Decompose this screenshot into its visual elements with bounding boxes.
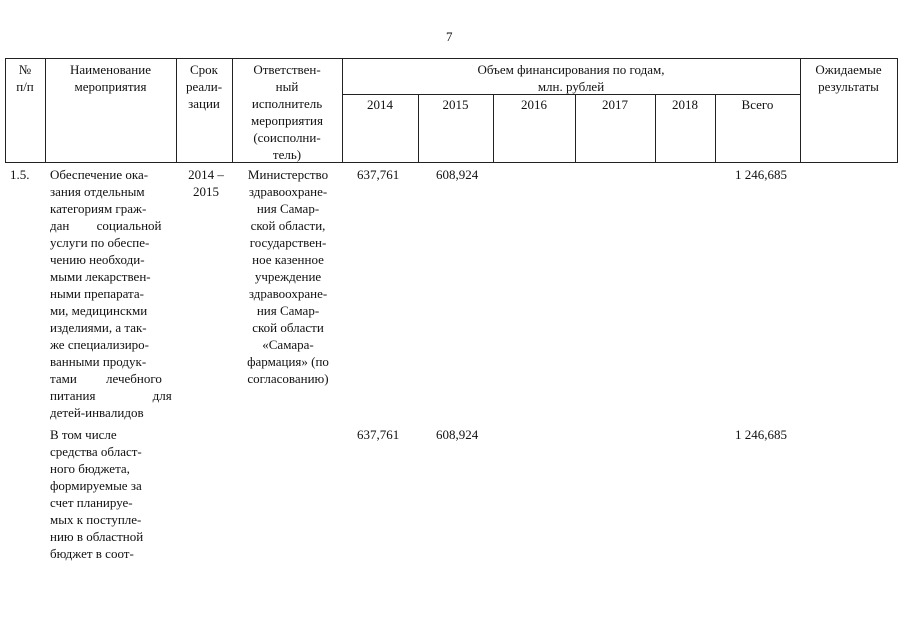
- row-name-line: мыми лекарствен-: [50, 269, 151, 284]
- row-name-line: ванными продук-: [50, 354, 147, 369]
- header-num-line2: п/п: [16, 79, 34, 94]
- header-funding-line1: Объем финансирования по годам,: [477, 62, 665, 77]
- row-resp-line: здравоохране-: [248, 184, 328, 199]
- header-num-line1: №: [18, 62, 32, 77]
- row-name-line: зания отдельным: [50, 184, 145, 199]
- header-term: [176, 61, 232, 112]
- header-total: Всего: [741, 97, 774, 112]
- header-name: [45, 61, 176, 95]
- header-responsible: [232, 61, 342, 163]
- row-name-line: же специализиро-: [50, 337, 149, 352]
- row-name-line: детей-инвалидов: [50, 405, 144, 420]
- subrow-name-line: ного бюджета,: [50, 461, 130, 476]
- row-term: [176, 166, 236, 200]
- header-num: [5, 61, 45, 95]
- row-term-line1: 2014 –: [188, 167, 224, 182]
- row-name-line: Обеспечение ока-: [50, 167, 149, 182]
- row-resp-line: ния Самар-: [256, 303, 320, 318]
- row-name-line: чению необходи-: [50, 252, 145, 267]
- header-year-2018: 2018: [672, 97, 698, 112]
- header-bottom-border: [5, 162, 898, 163]
- subrow-value-2015: 608,924: [436, 427, 479, 442]
- row-resp-line: государствен-: [249, 235, 327, 250]
- header-funding: [342, 61, 800, 95]
- row-name-line: ми, медицинскми: [50, 303, 148, 318]
- subrow-value-2014: 637,761: [357, 427, 400, 442]
- subrow-name-line: формируемые за: [50, 478, 142, 493]
- header-year-2017: 2017: [602, 97, 628, 112]
- subrow-name-line: нию в областной: [50, 529, 144, 544]
- header-results: [800, 61, 897, 95]
- subrow-name-line: средства област-: [50, 444, 142, 459]
- header-term-line2: реали-: [185, 79, 223, 94]
- row-resp-line: «Самара-: [262, 337, 314, 352]
- row-value-2015: 608,924: [436, 167, 479, 182]
- row-value-2014: 637,761: [357, 167, 400, 182]
- subrow-name-line: бюджет в соот-: [50, 546, 134, 561]
- row-value-total: 1 246,685: [735, 167, 787, 182]
- table-top-border: [5, 58, 898, 59]
- row-resp-line: ния Самар-: [256, 201, 320, 216]
- header-name-line1: Наименование: [70, 62, 151, 77]
- row-name: [50, 166, 174, 421]
- row-resp-line: Министерство: [247, 167, 329, 182]
- header-results-line2: результаты: [818, 79, 879, 94]
- subrow-name-line: счет планируе-: [50, 495, 133, 510]
- row-resp-line: согласованию): [247, 371, 329, 386]
- header-funding-line2: млн. рублей: [537, 79, 605, 94]
- row-resp-line: ской области: [252, 320, 324, 335]
- col-border-right: [897, 58, 898, 163]
- header-year-2015: 2015: [442, 97, 469, 112]
- row-name-line: тами лечебного: [50, 371, 162, 386]
- header-resp-line: ный: [275, 79, 299, 94]
- header-term-line1: Срок: [190, 62, 218, 77]
- subrow-name: [50, 426, 174, 562]
- header-resp-line: мероприятия: [250, 113, 323, 128]
- row-resp-line: ской области,: [250, 218, 326, 233]
- page-number: 7: [446, 29, 453, 44]
- header-year-2014: 2014: [367, 97, 393, 112]
- header-term-line3: зации: [188, 96, 220, 111]
- row-resp-line: здравоохране-: [248, 286, 328, 301]
- header-resp-line: исполнитель: [251, 96, 323, 111]
- subrow-name-line: В том числе: [50, 427, 117, 442]
- row-name-line: услуги по обеспе-: [50, 235, 150, 250]
- row-name-line: дан социальной: [50, 218, 162, 233]
- row-responsible: [234, 166, 342, 387]
- header-results-line1: Ожидаемые: [815, 62, 882, 77]
- header-year-2016: 2016: [521, 97, 547, 112]
- row-term-line2: 2015: [193, 184, 219, 199]
- header-name-line2: мероприятия: [74, 79, 147, 94]
- row-name-line: категориям граж-: [50, 201, 147, 216]
- subrow-value-total: 1 246,685: [735, 427, 787, 442]
- header-resp-line: (соисполни-: [253, 130, 321, 145]
- row-resp-line: фармация» (по: [247, 354, 329, 369]
- subrow-name-line: мых к поступле-: [50, 512, 142, 527]
- row-resp-line: учреждение: [254, 269, 322, 284]
- header-resp-line: тель): [272, 147, 302, 162]
- row-resp-line: ное казенное: [252, 252, 324, 267]
- row-num: 1.5.: [10, 167, 30, 182]
- header-resp-line: Ответствен-: [253, 62, 321, 77]
- row-name-line: изделиями, а так-: [50, 320, 147, 335]
- row-name-line: питания для: [50, 388, 172, 403]
- row-name-line: ными препарата-: [50, 286, 144, 301]
